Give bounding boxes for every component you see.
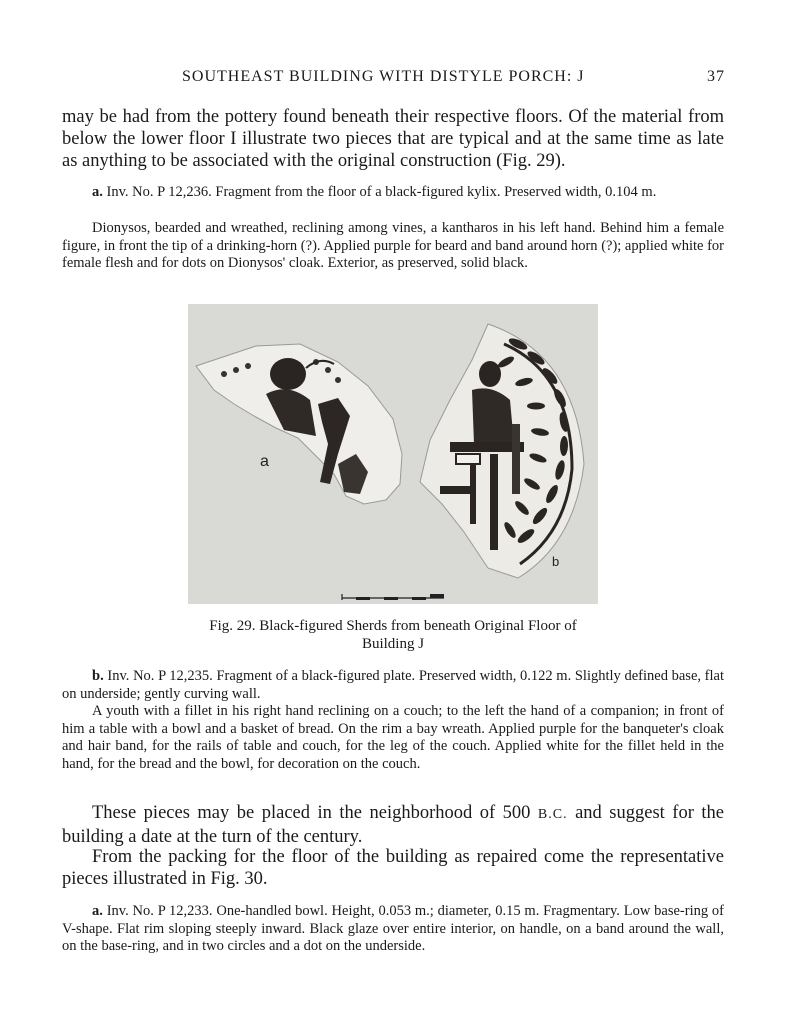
packing-paragraph: From the packing for the floor of the building as repaired come the representative pieces illustrated in Fig. 30. bbox=[62, 847, 724, 889]
running-header bbox=[62, 68, 725, 92]
sherd-b-label: b bbox=[552, 554, 560, 569]
dating-paragraph: These pieces may be placed in the neighborhood of 500 B.C. and suggest for the building a date at the turn of the century. bbox=[62, 803, 724, 847]
item-a2-paragraph bbox=[62, 903, 724, 956]
item-b-heading bbox=[62, 668, 724, 703]
item-a2-text: Inv. No. P 12,233. One-handled bowl. Height, 0.053 m.; diameter, 0.15 m. Fragmentary. Low base-ring of V-shape. Flat rim sloping steeply inward. Black glaze over entire interior, on handle, on a band around the wall, on the base-ring, and in two circles and a dot on the underside. bbox=[62, 903, 725, 954]
era-abbreviation: B.C. bbox=[537, 807, 568, 822]
figure-29-photograph bbox=[188, 304, 598, 604]
sherd-b bbox=[420, 324, 584, 578]
figure-caption: Fig. 29. Black-figured Sherds from beneath Original Floor of Building J bbox=[209, 618, 577, 652]
item-a-heading-text: Inv. No. P 12,236. Fragment from the floor of a black-figured kylix. Preserved width, 0.104 m. bbox=[106, 184, 657, 200]
item-label: b. bbox=[92, 668, 104, 684]
item-label: a. bbox=[92, 903, 103, 919]
item-a-description: Dionysos, bearded and wreathed, reclining among vines, a kantharos in his left hand. Behind him a female figure, in front the tip of a drinking-horn (?). Applied purple for beard and band around horn (?); applied white for female flesh and for dots on Dionysos' cloak. Exterior, as preserved, solid black. bbox=[62, 220, 724, 271]
page-number: 37 bbox=[707, 68, 725, 85]
sherds-illustration bbox=[188, 304, 598, 604]
sherd-a-label: a bbox=[260, 453, 269, 470]
sherd-a bbox=[196, 344, 402, 504]
item-b-heading-text: Inv. No. P 12,235. Fragment of a black-figured plate. Preserved width, 0.122 m. Slightly defined base, flat on underside; gently curving wall. bbox=[62, 668, 725, 702]
item-a-heading bbox=[62, 184, 724, 202]
running-title: SOUTHEAST BUILDING WITH DISTYLE PORCH: J bbox=[182, 68, 585, 85]
scale-bar bbox=[342, 594, 444, 600]
intro-paragraph: may be had from the pottery found beneath their respective floors. Of the material from below the lower floor I illustrate two pieces that are typical and at the same time as late as anything to be associated with the original construction (Fig. 29). bbox=[62, 107, 724, 171]
item-b-description: A youth with a fillet in his right hand reclining on a couch; to the left the hand of a companion; in front of him a table with a bowl and a basket of bread. On the rim a bay wreath. Applied purple for the banqueter's cloak and hair band, for the rails of table and couch, for the leg of the couch. Applied white for the fillet held in the hand, for the bread and the bowl, for decoration on the couch. bbox=[62, 703, 724, 772]
item-label: a. bbox=[92, 184, 103, 200]
